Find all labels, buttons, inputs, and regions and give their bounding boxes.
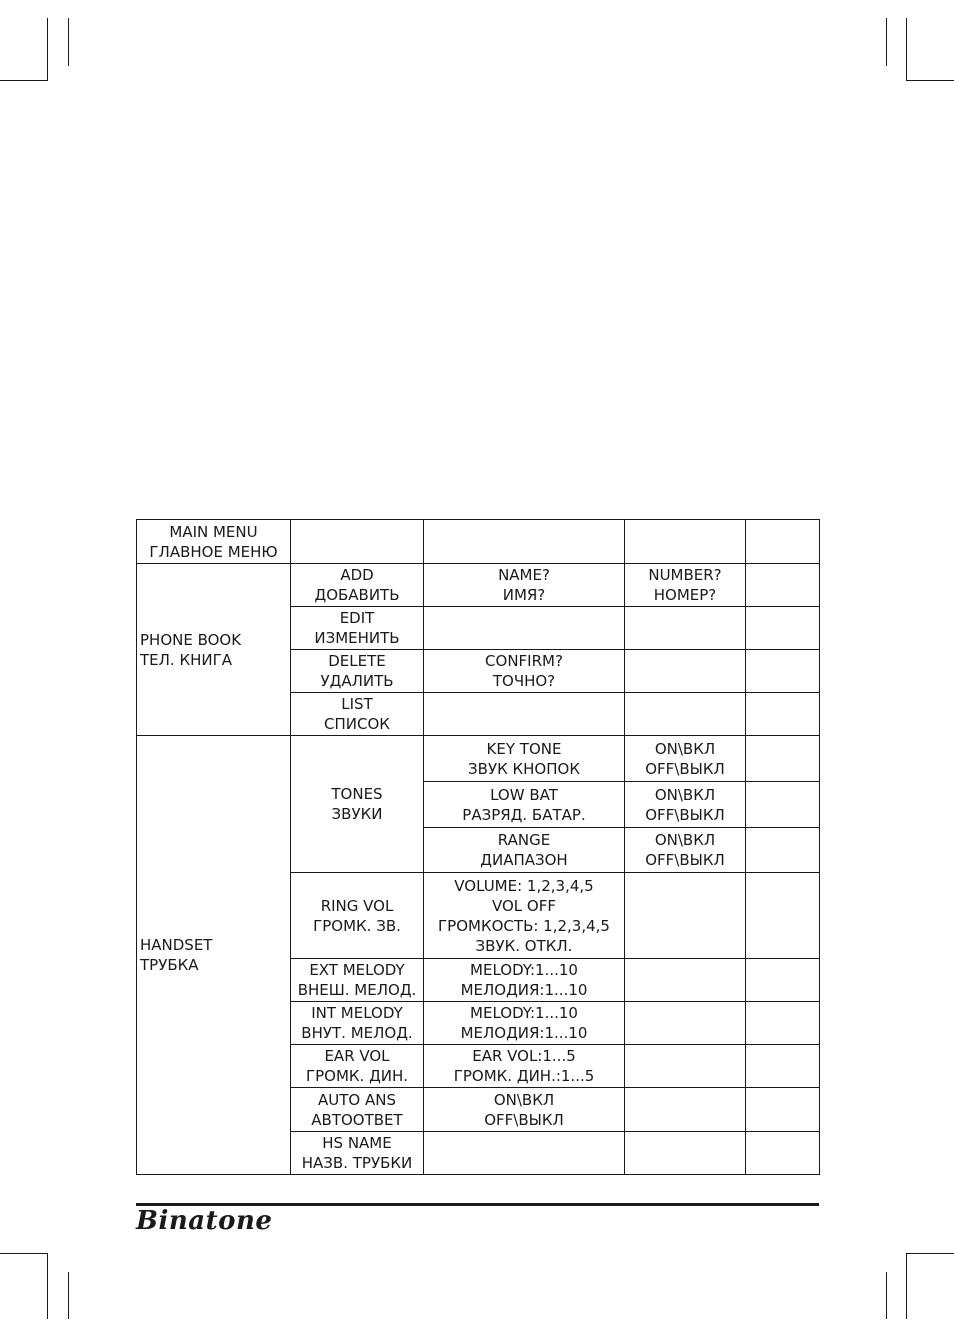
cell-line: OFF\ВЫКЛ bbox=[645, 851, 725, 869]
edit-cell bbox=[291, 607, 424, 650]
crop-mark bbox=[68, 18, 69, 66]
table-row bbox=[137, 736, 820, 782]
low-bat-cell bbox=[424, 782, 625, 828]
crop-mark bbox=[906, 80, 954, 81]
crop-mark bbox=[886, 1272, 887, 1319]
cell-line: ВНЕШ. МЕЛОД. bbox=[297, 981, 417, 999]
cell-line: ON\ВКЛ bbox=[493, 1090, 555, 1109]
empty-cell bbox=[746, 520, 820, 564]
empty-cell bbox=[424, 520, 625, 564]
cell-line: LOW BAT bbox=[490, 785, 558, 804]
empty-cell bbox=[291, 520, 424, 564]
crop-mark bbox=[906, 1253, 907, 1319]
cell-line: OFF\ВЫКЛ bbox=[484, 1110, 564, 1129]
empty-cell bbox=[746, 959, 820, 1002]
empty-cell bbox=[746, 564, 820, 607]
handset-cell bbox=[137, 736, 291, 1175]
cell-line: ИМЯ? bbox=[502, 586, 546, 604]
menu-structure-table bbox=[136, 519, 820, 1175]
cell-line: VOL OFF bbox=[492, 896, 556, 915]
main-menu-cell bbox=[137, 520, 291, 564]
cell-line: НОМЕР? bbox=[653, 586, 717, 604]
delete-cell bbox=[291, 650, 424, 693]
empty-cell bbox=[625, 693, 746, 736]
empty-cell bbox=[424, 607, 625, 650]
phone-book-cell bbox=[137, 564, 291, 736]
cell-line: ДИАПАЗОН bbox=[480, 851, 568, 869]
cell-line: RING VOL bbox=[320, 896, 394, 915]
cell-line: ЗВУК. ОТКЛ. bbox=[475, 936, 573, 955]
melody-cell bbox=[424, 959, 625, 1002]
crop-mark bbox=[47, 1253, 48, 1319]
cell-line: УДАЛИТЬ bbox=[320, 672, 394, 690]
on-off-cell bbox=[625, 736, 746, 782]
cell-line: ADD bbox=[340, 566, 374, 584]
empty-cell bbox=[625, 873, 746, 959]
table-row bbox=[137, 564, 820, 607]
cell-line: ON\ВКЛ bbox=[654, 739, 716, 758]
cell-line: ТОЧНО? bbox=[492, 672, 556, 690]
crop-mark bbox=[0, 80, 47, 81]
cell-line: RANGE bbox=[497, 831, 551, 849]
cell-line: ИЗМЕНИТЬ bbox=[314, 629, 400, 647]
empty-cell bbox=[625, 650, 746, 693]
cell-line: OFF\ВЫКЛ bbox=[645, 759, 725, 778]
int-melody-cell bbox=[291, 1002, 424, 1045]
brand-logo: Binatone bbox=[136, 1206, 273, 1236]
empty-cell bbox=[746, 828, 820, 873]
tones-cell bbox=[291, 736, 424, 873]
table-row bbox=[137, 520, 820, 564]
cell-line: ГРОМК. ЗВ. bbox=[313, 916, 401, 935]
empty-cell bbox=[625, 1045, 746, 1088]
empty-cell bbox=[746, 873, 820, 959]
cell-line: EDIT bbox=[339, 609, 375, 627]
cell-line: ГРОМК. ДИН. bbox=[305, 1067, 409, 1085]
melody-cell bbox=[424, 1002, 625, 1045]
cell-line: PHONE BOOK bbox=[140, 630, 242, 649]
ext-melody-cell bbox=[291, 959, 424, 1002]
cell-line: EAR VOL:1...5 bbox=[472, 1047, 576, 1065]
cell-line: VOLUME: 1,2,3,4,5 bbox=[454, 876, 594, 895]
confirm-cell bbox=[424, 650, 625, 693]
on-off-cell bbox=[625, 782, 746, 828]
empty-cell bbox=[746, 607, 820, 650]
empty-cell bbox=[625, 1132, 746, 1175]
add-cell bbox=[291, 564, 424, 607]
cell-line: ТРУБКА bbox=[140, 956, 199, 974]
crop-mark bbox=[47, 18, 48, 81]
volume-cell bbox=[424, 873, 625, 959]
empty-cell bbox=[746, 650, 820, 693]
empty-cell bbox=[746, 782, 820, 828]
crop-mark bbox=[0, 1253, 47, 1254]
cell-line: MELODY:1...10 bbox=[470, 1004, 578, 1022]
cell-line: DELETE bbox=[328, 652, 386, 670]
cell-line: ДОБАВИТЬ bbox=[314, 586, 400, 604]
name-cell bbox=[424, 564, 625, 607]
cell-line: ГЛАВНОЕ МЕНЮ bbox=[149, 542, 278, 561]
cell-line: NUMBER? bbox=[648, 566, 722, 584]
cell-line: ON\ВКЛ bbox=[654, 831, 716, 849]
ring-vol-cell bbox=[291, 873, 424, 959]
key-tone-cell bbox=[424, 736, 625, 782]
cell-line: CONFIRM? bbox=[485, 652, 563, 670]
cell-line: OFF\ВЫКЛ bbox=[645, 805, 725, 824]
list-cell bbox=[291, 693, 424, 736]
ear-vol-value-cell bbox=[424, 1045, 625, 1088]
empty-cell bbox=[746, 693, 820, 736]
empty-cell bbox=[625, 520, 746, 564]
empty-cell bbox=[625, 1088, 746, 1132]
cell-line: ЗВУК КНОПОК bbox=[468, 759, 580, 778]
number-cell bbox=[625, 564, 746, 607]
empty-cell bbox=[625, 959, 746, 1002]
crop-mark bbox=[906, 1253, 954, 1254]
cell-line: LIST bbox=[341, 695, 373, 713]
empty-cell bbox=[746, 1132, 820, 1175]
crop-mark bbox=[886, 18, 887, 66]
cell-line: МЕЛОДИЯ:1...10 bbox=[460, 981, 588, 999]
empty-cell bbox=[424, 1132, 625, 1175]
cell-line: AUTO ANS bbox=[318, 1090, 396, 1109]
cell-line: HANDSET bbox=[140, 936, 213, 954]
empty-cell bbox=[746, 1045, 820, 1088]
cell-line: СПИСОК bbox=[324, 715, 390, 733]
crop-mark bbox=[906, 18, 907, 81]
cell-line: TONES bbox=[331, 785, 383, 803]
cell-line: HS NAME bbox=[322, 1134, 392, 1152]
cell-line: ГРОМК. ДИН.:1...5 bbox=[453, 1067, 595, 1085]
empty-cell bbox=[746, 736, 820, 782]
crop-mark bbox=[68, 1272, 69, 1319]
range-cell bbox=[424, 828, 625, 873]
empty-cell bbox=[424, 693, 625, 736]
cell-line: MELODY:1...10 bbox=[470, 961, 578, 979]
cell-line: ТЕЛ. КНИГА bbox=[140, 650, 233, 669]
cell-line: ON\ВКЛ bbox=[654, 785, 716, 804]
hs-name-cell bbox=[291, 1132, 424, 1175]
empty-cell bbox=[746, 1002, 820, 1045]
empty-cell bbox=[746, 1088, 820, 1132]
cell-line: EXT MELODY bbox=[309, 961, 405, 979]
empty-cell bbox=[625, 607, 746, 650]
cell-line: KEY TONE bbox=[486, 739, 562, 758]
cell-line: ЗВУКИ bbox=[331, 805, 383, 823]
cell-line: МЕЛОДИЯ:1...10 bbox=[460, 1024, 588, 1042]
cell-line: АВТООТВЕТ bbox=[311, 1110, 403, 1129]
cell-line: INT MELODY bbox=[311, 1004, 403, 1022]
cell-line: ГРОМКОСТЬ: 1,2,3,4,5 bbox=[438, 916, 610, 935]
cell-line: НАЗВ. ТРУБКИ bbox=[301, 1154, 413, 1172]
cell-line: ВНУТ. МЕЛОД. bbox=[301, 1024, 413, 1042]
on-off-cell bbox=[424, 1088, 625, 1132]
ear-vol-cell bbox=[291, 1045, 424, 1088]
cell-line: MAIN MENU bbox=[169, 522, 258, 541]
auto-ans-cell bbox=[291, 1088, 424, 1132]
on-off-cell bbox=[625, 828, 746, 873]
empty-cell bbox=[625, 1002, 746, 1045]
cell-line: РАЗРЯД. БАТАР. bbox=[462, 805, 586, 824]
cell-line: NAME? bbox=[498, 566, 550, 584]
cell-line: EAR VOL bbox=[324, 1047, 390, 1065]
